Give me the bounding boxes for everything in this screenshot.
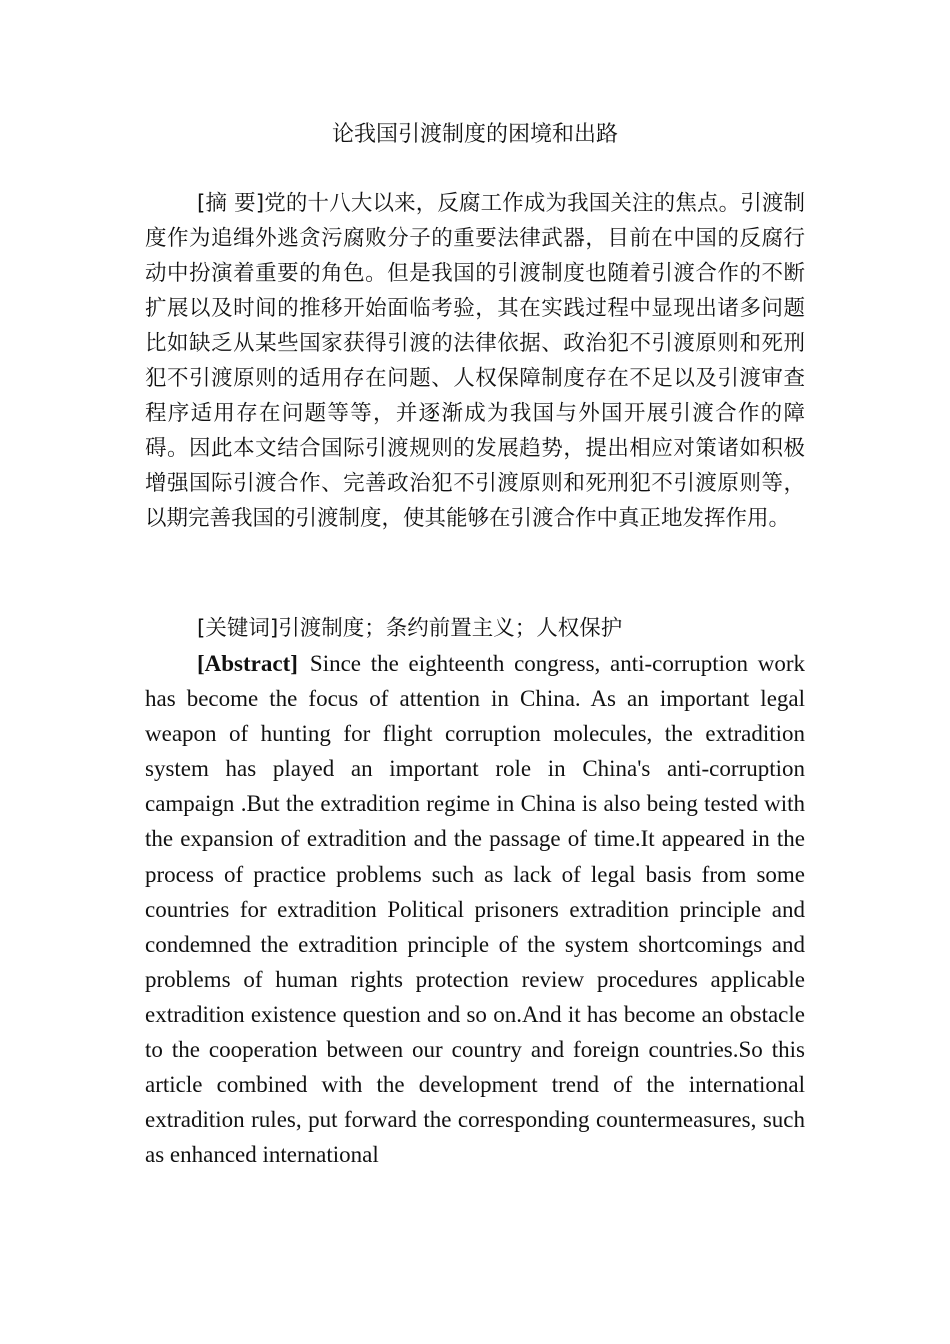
keywords-cn-label: [关键词] [197,616,279,641]
abstract-en-label: [Abstract] [197,651,298,676]
keywords-cn-text: 引渡制度；条约前置主义；人权保护 [278,616,623,641]
keywords-cn [145,611,805,646]
abstract-en [145,646,805,1172]
abstract-cn-label: [摘 要] [197,191,265,216]
abstract-en-text: Since the eighteenth congress, anti-corruption work has become the focus of attention in China. As an important legal weapon of hunting for flight corruption molecules, the extradition system has played an important role in China's anti-corruption campaign .But the extradition regime in China is also being tested with the expansion of extradition and the passage of time.It appeared in the process of practice problems such as lack of legal basis from some countries for extradition Political prisoners extradition principle and condemned the extradition principle of the system shortcomings and problems of human rights protection review procedures applicable extradition existence question and so on.And it has become an obstacle to the cooperation between our country and foreign countries.So this article combined with the development trend of the international extradition rules, put forward the corresponding countermeasures, such as enhanced international [145,651,805,1168]
abstract-cn [145,186,805,536]
paper-title: 论我国引渡制度的困境和出路 [331,122,618,147]
abstract-cn-text: 党的十八大以来，反腐工作成为我国关注的焦点。引渡制度作为追缉外逃贪污腐败分子的重要法律武器，目前在中国的反腐行动中扮演着重要的角色。但是我国的引渡制度也随着引渡合作的不断扩展以及时间的推移开始面临考验，其在实践过程中显现出诸多问题比如缺乏从某些国家获得引渡的法律依据、政治犯不引渡原则和死刑犯不引渡原则的适用存在问题、人权保障制度存在不足以及引渡审查程序适用存在问题等等，并逐渐成为我国与外国开展引渡合作的障碍。因此本文结合国际引渡规则的发展趋势，提出相应对策诸如积极增强国际引渡合作、完善政治犯不引渡原则和死刑犯不引渡原则等，以期完善我国的引渡制度，使其能够在引渡合作中真正地发挥作用。 [145,191,805,531]
